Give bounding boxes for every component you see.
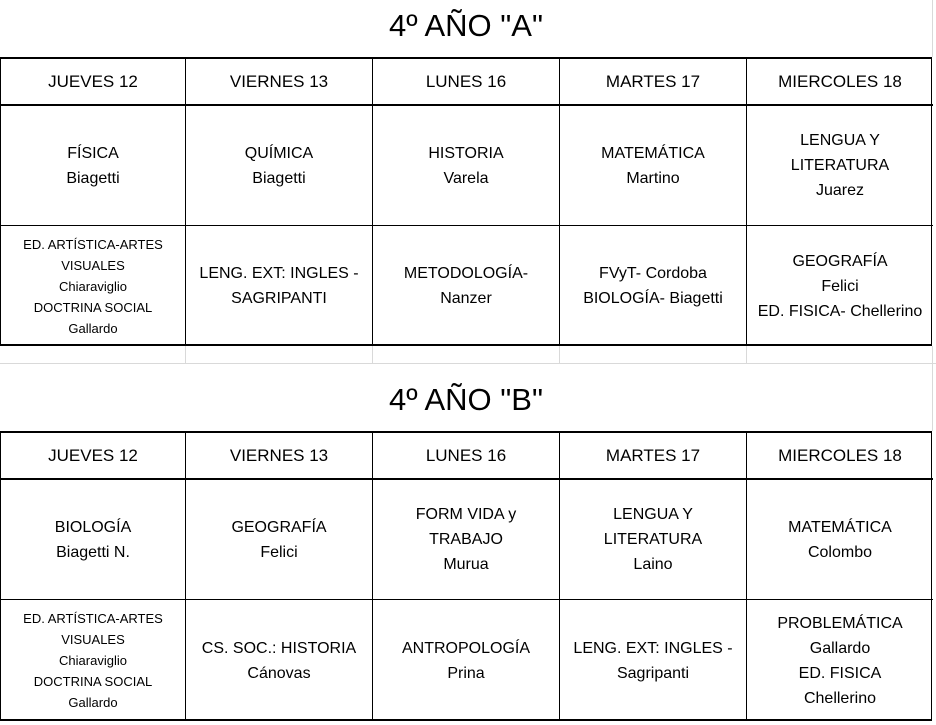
grid-line [932,346,933,363]
subject-cell: FÍSICA Biagetti [1,106,186,226]
subject-cell: CS. SOC.: HISTORIA Cánovas [186,600,373,721]
subject-cell: LENGUA Y LITERATURA Juarez [747,106,933,226]
schedule-title-4a: 4º AÑO "A" [389,8,543,43]
subject-cell: ED. ARTÍSTICA-ARTES VISUALES Chiaraviglio DOCTRINA SOCIAL Gallardo [1,600,186,721]
subject-cell: MATEMÁTICA Martino [560,106,747,226]
subject-cell: QUÍMICA Biagetti [186,106,373,226]
subject-cell: ED. ARTÍSTICA-ARTES VISUALES Chiaraviglio DOCTRINA SOCIAL Gallardo [1,226,186,346]
subject-cell: MATEMÁTICA Colombo [747,480,933,600]
subject-cell: FORM VIDA y TRABAJO Murua [373,480,560,600]
grid-line [932,364,933,431]
day-header: LUNES 16 [373,59,560,106]
day-header: MIERCOLES 18 [747,433,933,480]
schedule-table-4a [0,57,932,346]
schedule-title-4b: 4º AÑO "B" [389,382,543,417]
subject-cell: LENG. EXT: INGLES - SAGRIPANTI [186,226,373,346]
subject-cell: GEOGRAFÍA Felici [186,480,373,600]
subject-cell: HISTORIA Varela [373,106,560,226]
subject-cell: LENGUA Y LITERATURA Laino [560,480,747,600]
subject-cell: LENG. EXT: INGLES - Sagripanti [560,600,747,721]
day-header: VIERNES 13 [186,433,373,480]
grid-line [372,346,373,363]
schedule-table-4b [0,431,932,721]
grid-line [746,346,747,363]
subject-cell: ANTROPOLOGÍA Prina [373,600,560,721]
subject-cell: BIOLOGÍA Biagetti N. [1,480,186,600]
subject-cell: PROBLEMÁTICA Gallardo ED. FISICA Chellerino [777,614,903,707]
day-header: MARTES 17 [560,59,747,106]
grid-line [932,0,933,57]
subject-cell: GEOGRAFÍA Felici ED. FISICA- Chellerino [757,252,923,320]
grid-line [185,346,186,363]
grid-line [559,346,560,363]
subject-cell: FVyT- Cordoba BIOLOGÍA- Biagetti [560,226,747,346]
day-header: JUEVES 12 [1,59,186,106]
subject-cell: METODOLOGÍA- Nanzer [373,226,560,346]
day-header: JUEVES 12 [1,433,186,480]
day-header: MIERCOLES 18 [747,59,933,106]
spacer-row [0,346,936,364]
day-header: VIERNES 13 [186,59,373,106]
day-header: MARTES 17 [560,433,747,480]
day-header: LUNES 16 [373,433,560,480]
